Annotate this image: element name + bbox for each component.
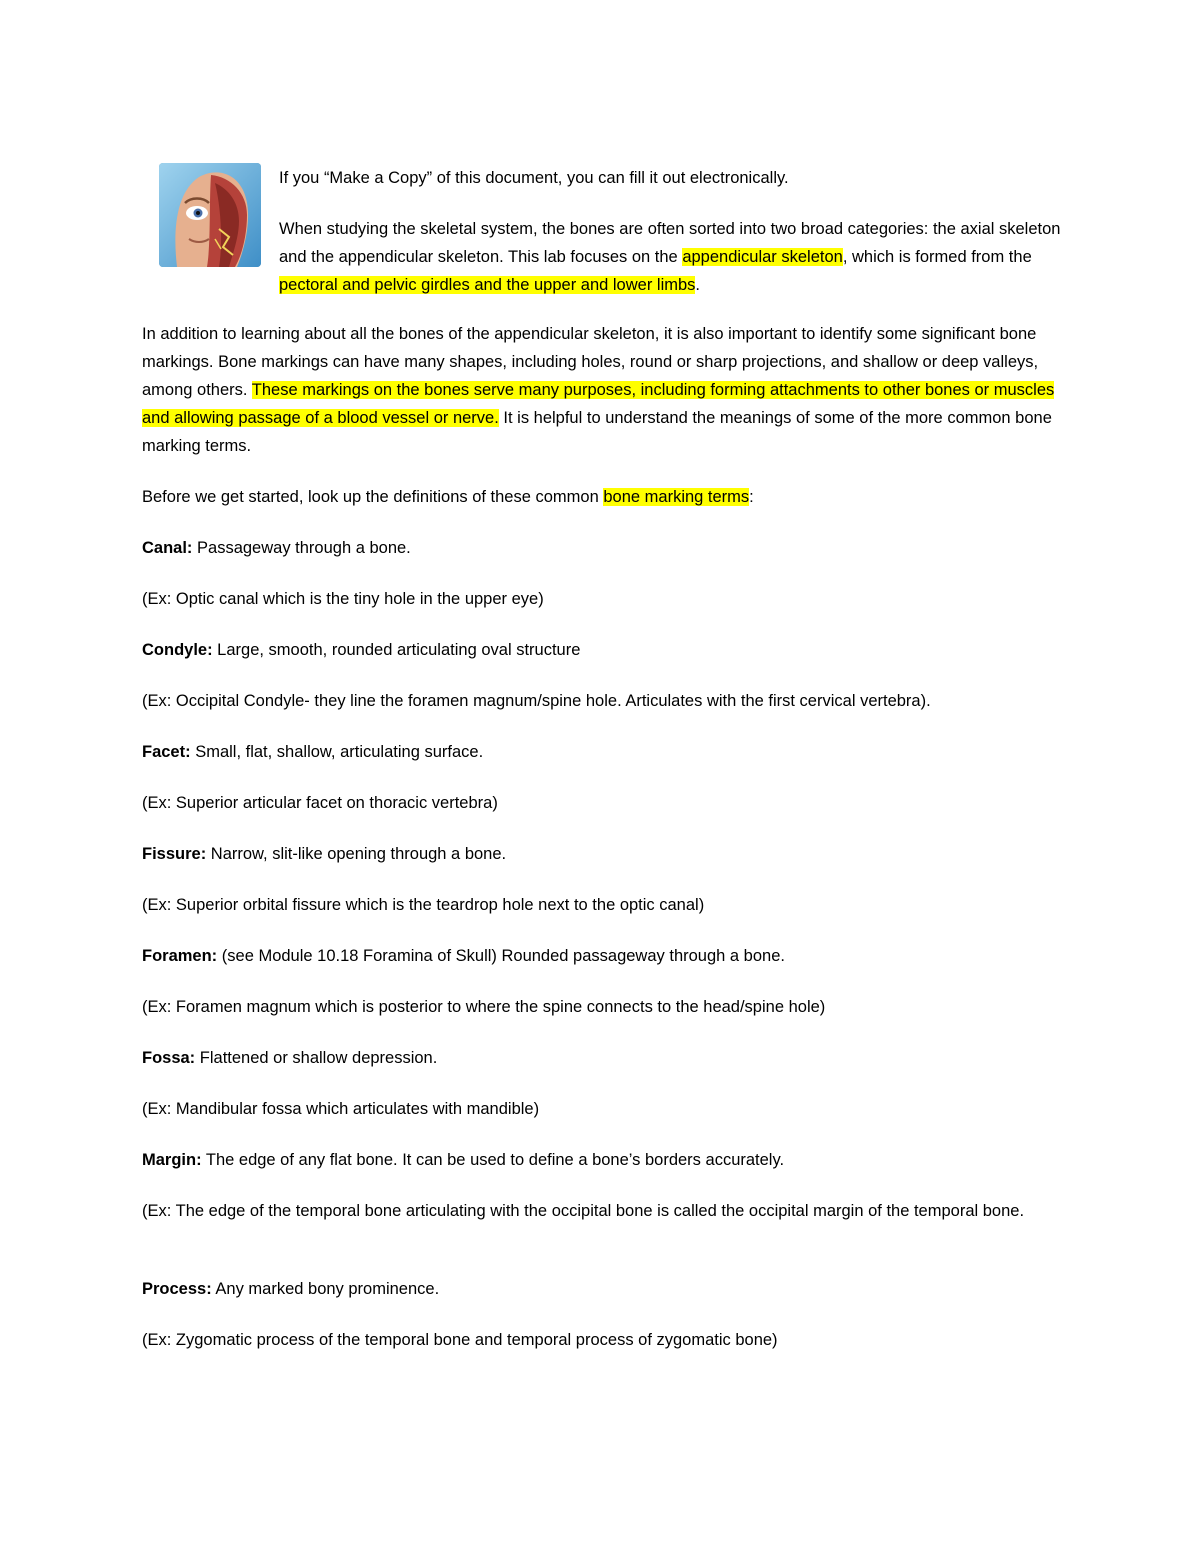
term-label: Fissure: bbox=[142, 845, 207, 863]
intro-text-a: When studying the skeletal system, the bones are often sorted into two broad categories: the axial skeleton and the appendicular skeleton. This lab focuses on the bbox=[279, 220, 1061, 266]
highlight-girdles-limbs: pectoral and pelvic girdles and the upper and lower limbs bbox=[279, 276, 696, 294]
term-definition: Narrow, slit-like opening through a bone. bbox=[206, 845, 507, 863]
example-fissure: (Ex: Superior orbital fissure which is the teardrop hole next to the optic canal) bbox=[142, 896, 705, 914]
intro-text-b: , which is formed from the bbox=[842, 248, 1032, 266]
term-definition: (see Module 10.18 Foramina of Skull) Rounded passageway through a bone. bbox=[217, 947, 785, 965]
markings-text-a: In addition to learning about all the bones of the appendicular skeleton, it is also important to identify some significant bone markings. Bone markings can have many shapes, including holes, round or sharp projections, and shallow or deep valleys, among others. bbox=[142, 325, 1039, 399]
bone-markings-paragraph bbox=[142, 320, 1072, 460]
example-fossa: (Ex: Mandibular fossa which articulates with mandible) bbox=[142, 1100, 540, 1118]
example-process: (Ex: Zygomatic process of the temporal bone and temporal process of zygomatic bone) bbox=[142, 1331, 778, 1349]
term-label: Margin: bbox=[142, 1151, 202, 1169]
markings-text-b: It is helpful to understand the meanings of some of the more common bone marking terms. bbox=[142, 409, 1052, 455]
term-label: Facet: bbox=[142, 743, 191, 761]
term-definition: The edge of any flat bone. It can be used to define a bone’s borders accurately. bbox=[201, 1151, 785, 1169]
lookup-text-a: Before we get started, look up the definitions of these common bbox=[142, 488, 604, 506]
example-canal: (Ex: Optic canal which is the tiny hole in the upper eye) bbox=[142, 590, 544, 608]
term-fossa bbox=[142, 1044, 1072, 1072]
term-definition: Passageway through a bone. bbox=[192, 539, 411, 557]
term-condyle bbox=[142, 636, 1072, 664]
term-foramen bbox=[142, 942, 1072, 970]
anatomy-head-icon bbox=[159, 163, 261, 267]
term-fissure bbox=[142, 840, 1072, 868]
term-label: Process: bbox=[142, 1280, 212, 1298]
term-margin bbox=[142, 1146, 1072, 1174]
term-label: Fossa: bbox=[142, 1049, 196, 1067]
intro-text-c: . bbox=[695, 276, 701, 294]
highlight-appendicular-skeleton: appendicular skeleton bbox=[682, 248, 843, 266]
term-definition: Any marked bony prominence. bbox=[211, 1280, 440, 1298]
term-process bbox=[142, 1275, 1072, 1303]
term-label: Foramen: bbox=[142, 947, 218, 965]
lookup-paragraph bbox=[142, 483, 1072, 511]
intro-paragraph bbox=[279, 215, 1079, 299]
example-foramen: (Ex: Foramen magnum which is posterior to where the spine connects to the head/spine hole) bbox=[142, 998, 826, 1016]
example-facet: (Ex: Superior articular facet on thoracic vertebra) bbox=[142, 794, 498, 812]
term-definition: Large, smooth, rounded articulating oval structure bbox=[212, 641, 581, 659]
copy-note: If you “Make a Copy” of this document, you can fill it out electronically. bbox=[279, 169, 789, 187]
example-condyle: (Ex: Occipital Condyle- they line the foramen magnum/spine hole. Articulates with the first cervical vertebra). bbox=[142, 692, 931, 710]
highlight-bone-marking-terms: bone marking terms bbox=[603, 488, 750, 506]
term-definition: Flattened or shallow depression. bbox=[195, 1049, 438, 1067]
term-label: Condyle: bbox=[142, 641, 213, 659]
lookup-text-b: : bbox=[749, 488, 754, 506]
highlight-markings-purposes: These markings on the bones serve many purposes, including forming attachments to other bones or muscles and allowing passage of a blood vessel or nerve. bbox=[142, 381, 1055, 427]
example-margin: (Ex: The edge of the temporal bone articulating with the occipital bone is called the occipital margin of the temporal bone. bbox=[142, 1202, 1025, 1220]
term-definition: Small, flat, shallow, articulating surface. bbox=[190, 743, 484, 761]
term-label: Canal: bbox=[142, 539, 193, 557]
term-facet bbox=[142, 738, 1072, 766]
term-canal bbox=[142, 534, 1072, 562]
